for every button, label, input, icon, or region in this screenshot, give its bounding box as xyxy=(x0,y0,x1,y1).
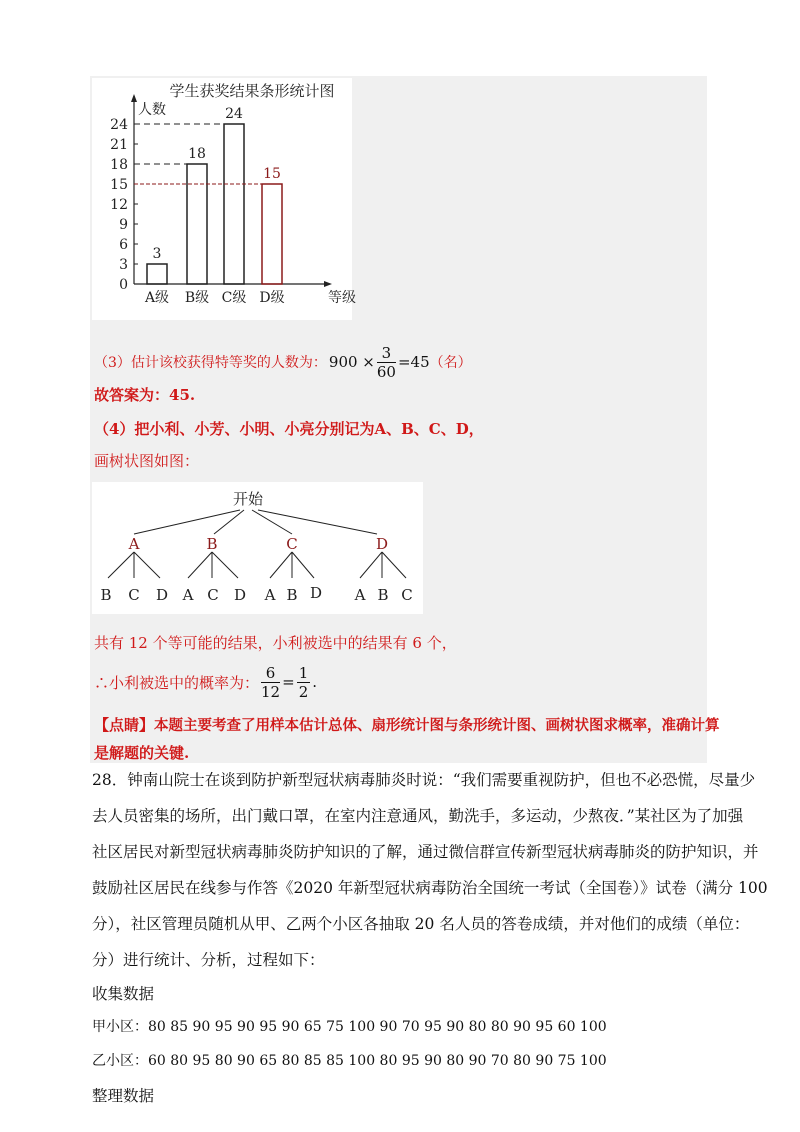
jia-scores: 甲小区：80 85 90 95 90 95 90 65 75 100 90 70 95 90 80 80 90 95 60 100 xyxy=(92,1019,607,1035)
comment-tag: 【点睛】 xyxy=(94,716,155,734)
bar-value-label: 18 xyxy=(188,146,206,162)
q28-line-4: 鼓励社区居民在线参与作答《2020 年新型冠状病毒防治全国统一考试（全国卷）》试卷（满分 100 xyxy=(92,879,768,897)
tree-leaf: B xyxy=(100,586,112,604)
y-tick-label: 3 xyxy=(119,257,128,273)
tree-leaf: C xyxy=(401,586,413,604)
prob-fraction-1 xyxy=(261,664,280,701)
collect-data-title: 收集数据 xyxy=(92,985,155,1003)
q28-line-6: 分）进行统计、分析，过程如下： xyxy=(92,951,325,969)
part3-line xyxy=(94,342,472,382)
part3-fraction xyxy=(377,344,396,381)
prob-fraction-2 xyxy=(297,664,311,701)
q28-line-5: 分），社区管理员随机从甲、乙两个小区各抽取 20 名人员的答卷成绩，并对他们的成绩（单位： xyxy=(92,915,750,933)
part3-unit: （名） xyxy=(429,355,472,371)
y-axis-arrow xyxy=(131,94,137,102)
part4-line1: （4）把小利、小芳、小明、小亮分别记为A、B、C、D， xyxy=(94,420,484,438)
y-tick-label: 15 xyxy=(110,177,128,193)
y-tick-label: 9 xyxy=(119,217,128,233)
y-tick-label: 6 xyxy=(119,237,128,253)
tree-root: 开始 xyxy=(232,490,264,508)
x-tick-label: C级 xyxy=(221,290,247,306)
tree-leaf: C xyxy=(128,586,140,604)
yi-scores: 乙小区：60 80 95 80 90 65 80 85 85 100 80 95 90 80 90 70 80 90 75 100 xyxy=(92,1053,607,1069)
prob-eq: = xyxy=(282,673,295,691)
organize-data-title: 整理数据 xyxy=(92,1087,155,1105)
y-tick-label: 18 xyxy=(110,157,128,173)
bar-chart xyxy=(92,78,356,320)
part3-prefix: （3）估计该校获得特等奖的人数为： xyxy=(94,355,327,371)
answer-line: 故答案为：45. xyxy=(94,386,196,404)
tree-diagram-figure xyxy=(92,482,423,614)
x-tick-label: B级 xyxy=(184,290,210,306)
prob-end: . xyxy=(312,673,318,691)
comment-line-2: 是解题的关键. xyxy=(94,744,190,762)
tree-leaf: B xyxy=(286,586,298,604)
bar xyxy=(224,124,244,284)
bar-chart-figure xyxy=(92,78,356,320)
part3-frac-den: 60 xyxy=(376,362,396,381)
x-tick-label: D级 xyxy=(259,290,285,306)
tree-node-a: A xyxy=(128,535,140,553)
probability-line xyxy=(94,662,317,702)
part3-frac-num: 3 xyxy=(377,344,396,363)
bar-value-label: 15 xyxy=(263,166,281,182)
prob-frac1-num: 6 xyxy=(261,664,280,683)
tree-node-d: D xyxy=(375,535,389,553)
part3-result: =45 xyxy=(397,353,430,371)
x-axis-arrow xyxy=(324,281,332,287)
y-tick-label: 0 xyxy=(119,277,128,293)
bar xyxy=(187,164,207,284)
q28-line-1: 28．钟南山院士在谈到防护新型冠状病毒肺炎时说：“我们需要重视防护，但也不必恐慌，尽量少 xyxy=(92,771,756,789)
tree-node-c: C xyxy=(286,535,298,553)
tree-diagram xyxy=(92,482,423,614)
part4-line2: 画树状图如图： xyxy=(94,452,200,470)
y-axis-label: 人数 xyxy=(138,102,166,118)
comment-text: 本题主要考查了用样本估计总体、扇形统计图与条形统计图、画树状图求概率，准确计算 xyxy=(154,717,720,734)
tree-leaf: A xyxy=(182,586,194,604)
prob-frac2-num: 1 xyxy=(298,663,309,682)
tree-node-b: B xyxy=(206,535,218,553)
result-line: 共有 12 个等可能的结果，小利被选中的结果有 6 个， xyxy=(94,634,457,652)
y-tick-label: 12 xyxy=(110,197,128,213)
y-tick-label: 24 xyxy=(110,117,128,133)
part3-expr: 900 × xyxy=(328,353,375,371)
prob-prefix: ∴小利被选中的概率为： xyxy=(94,673,260,692)
tree-leaf: A xyxy=(354,586,366,604)
tree-leaf: C xyxy=(207,586,219,604)
prob-frac2-den: 2 xyxy=(298,682,309,701)
bar-value-label: 24 xyxy=(225,106,243,122)
tree-leaf: A xyxy=(264,586,276,604)
y-tick-label: 21 xyxy=(110,137,128,153)
tree-leaf: D xyxy=(155,586,169,604)
tree-leaf: B xyxy=(377,586,389,604)
bar xyxy=(147,264,167,284)
x-tick-label: A级 xyxy=(144,290,170,306)
chart-title: 学生获奖结果条形统计图 xyxy=(169,82,335,100)
q28-line-2: 去人员密集的场所，出门戴口罩，在室内注意通风，勤洗手，多运动，少熬夜．”某社区为了加强 xyxy=(92,807,744,825)
prob-frac1-den: 12 xyxy=(261,682,281,701)
tree-leaf: D xyxy=(309,584,323,602)
bar xyxy=(262,184,282,284)
x-axis-label: 等级 xyxy=(328,290,356,306)
bar-value-label: 3 xyxy=(152,246,162,262)
comment-line xyxy=(94,714,720,735)
q28-line-3: 社区居民对新型冠状病毒肺炎防护知识的了解，通过微信群宣传新型冠状病毒肺炎的防护知识，并 xyxy=(92,843,759,861)
tree-leaf: D xyxy=(233,586,247,604)
